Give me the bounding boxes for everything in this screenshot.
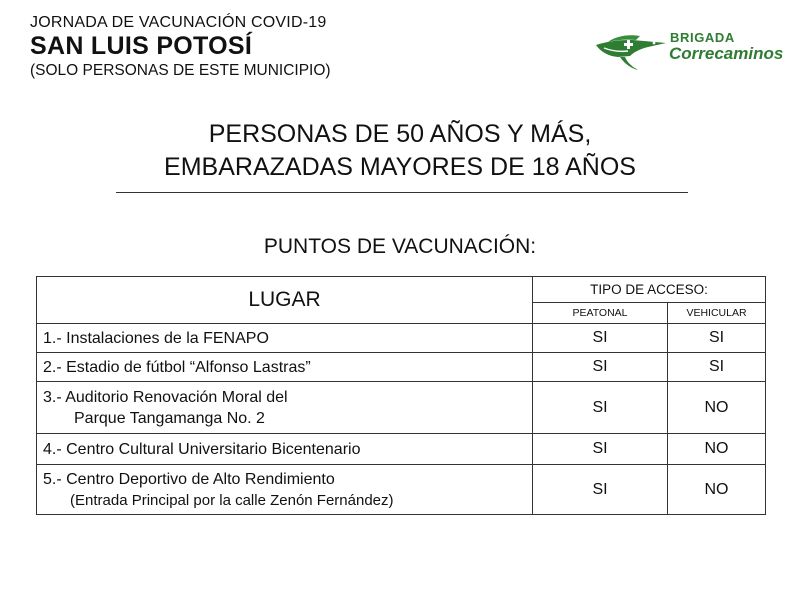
place-cell (37, 324, 533, 353)
place-name: 5.- Centro Deportivo de Alto Rendimiento (43, 470, 335, 488)
target-group-line-1: PERSONAS DE 50 AÑOS Y MÁS, (208, 120, 592, 148)
table-row (37, 465, 766, 515)
section-title: PUNTOS DE VACUNACIÓN: (263, 235, 537, 258)
column-header-lugar: LUGAR (37, 277, 533, 324)
place-name: 1.- Instalaciones de la FENAPO (43, 329, 269, 347)
table-row (37, 382, 766, 434)
column-header-tipo-acceso: TIPO DE ACCESO: (533, 277, 766, 303)
place-name: 2.- Estadio de fútbol “Alfonso Lastras” (43, 358, 311, 376)
vaccination-points-table (36, 276, 766, 515)
vehicular-cell: NO (668, 434, 766, 465)
vehicular-cell: NO (668, 382, 766, 434)
place-cell (37, 434, 533, 465)
place-cell (37, 465, 533, 515)
peatonal-cell: SI (533, 434, 668, 465)
peatonal-cell: SI (533, 465, 668, 515)
brigada-correcaminos-logo (594, 26, 784, 72)
column-header-peatonal: PEATONAL (533, 303, 668, 324)
municipality-note: (SOLO PERSONAS DE ESTE MUNICIPIO) (30, 62, 331, 79)
city-title: SAN LUIS POTOSÍ (30, 32, 253, 60)
campaign-title: JORNADA DE VACUNACIÓN COVID-19 (30, 14, 327, 31)
brand-line-2: Correcaminos (669, 44, 784, 63)
place-cell (37, 382, 533, 434)
column-header-vehicular: VEHICULAR (668, 303, 766, 324)
peatonal-cell: SI (533, 353, 668, 382)
place-cell (37, 353, 533, 382)
target-group-heading (100, 118, 700, 184)
divider (116, 192, 688, 193)
vehicular-cell: NO (668, 465, 766, 515)
place-name: 3.- Auditorio Renovación Moral del (43, 388, 288, 406)
target-group-line-2: EMBARAZADAS MAYORES DE 18 AÑOS (164, 153, 636, 181)
vehicular-cell: SI (668, 324, 766, 353)
place-name-continued: Parque Tangamanga No. 2 (74, 409, 265, 427)
table-row (37, 434, 766, 465)
entrance-note: (Entrada Principal por la calle Zenón Fernández) (70, 491, 394, 509)
brand-line-1: BRIGADA (670, 30, 735, 45)
document-header (30, 14, 331, 80)
peatonal-cell: SI (533, 382, 668, 434)
vehicular-cell: SI (668, 353, 766, 382)
table-row (37, 324, 766, 353)
peatonal-cell: SI (533, 324, 668, 353)
table-row (37, 353, 766, 382)
place-name: 4.- Centro Cultural Universitario Bicentenario (43, 440, 361, 458)
bird-emblem-icon (594, 26, 668, 72)
